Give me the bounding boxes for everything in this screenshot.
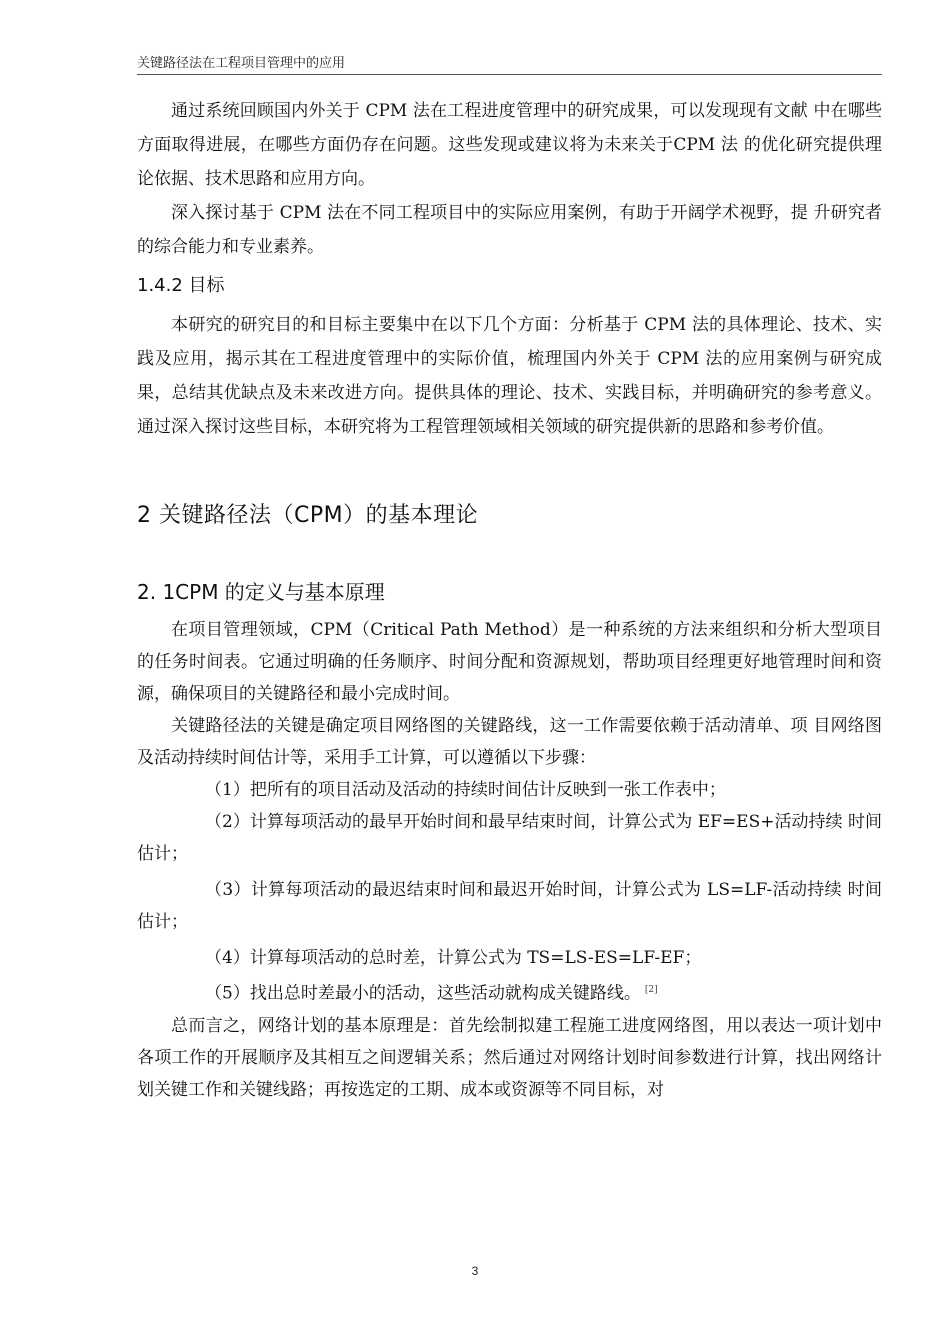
heading-1-4-2: 1.4.2 目标 (137, 275, 225, 296)
step-item-1: （1）把所有的项目活动及活动的持续时间估计反映到一张工作表中； (205, 780, 726, 800)
paragraph-critical-path-steps-intro: 关键路径法的关键是确定项目网络图的关键路线，这一工作需要依赖于活动清单、项 目网络图及活动持续时间估计等，采用手工计算，可以遵循以下步骤： (137, 716, 882, 768)
paragraph-cpm-definition: 在项目管理领域，CPM（Critical Path Method）是一种系统的方法来组织和分析大型项目的任务时间表。它通过明确的任务顺序、时间分配和资源规划，帮助项目经理更好地管理时间和资源，确保项目的关键路径和最小完成时间。 (137, 620, 882, 704)
header-divider (137, 74, 882, 75)
chapter-2-title: 2 关键路径法（CPM）的基本理论 (137, 503, 479, 528)
step-item-3: （3）计算每项活动的最迟结束时间和最迟开始时间，计算公式为 LS=LF-活动持续 时间估计； (137, 880, 882, 932)
section-2-1-title: 2. 1CPM 的定义与基本原理 (137, 580, 385, 604)
paragraph-research-review: 通过系统回顾国内外关于 CPM 法在工程进度管理中的研究成果，可以发现现有文献 中在哪些方面取得进展，在哪些方面仍存在问题。这些发现或建议将为未来关于CPM 法 的优化研究提供理论依据、技术思路和应用方向。 (137, 101, 882, 189)
step-item-4: （4）计算每项活动的总时差，计算公式为 TS=LS-ES=LF-EF； (205, 948, 702, 968)
paragraph-network-plan-principle: 总而言之，网络计划的基本原理是：首先绘制拟建工程施工进度网络图，用以表达一项计划中各项工作的开展顺序及其相互之间逻辑关系；然后通过对网络计划时间参数进行计算，找出网络计划关键工作和关键线路；再按选定的工期、成本或资源等不同目标，对 (137, 1015, 882, 1100)
paragraph-case-study: 深入探讨基于 CPM 法在不同工程项目中的实际应用案例，有助于开阔学术视野，提 升研究者的综合能力和专业素养。 (137, 203, 882, 257)
paragraph-objectives: 本研究的研究目的和目标主要集中在以下几个方面：分析基于 CPM 法的具体理论、技术、实践及应用，揭示其在工程进度管理中的实际价值，梳理国内外关于 CPM 法的应用案例与研究成果，总结其优缺点及未来改进方向。提供具体的理论、技术、实践目标，并明确研究的参考意义。通过深入探讨这些目标，本研究将为工程管理领域相关领域的研究提供新的思路和参考价值。 (137, 315, 882, 437)
running-header-title: 关键路径法在工程项目管理中的应用 (137, 56, 346, 71)
step-item-2: （2）计算每项活动的最早开始时间和最早结束时间，计算公式为 EF=ES+活动持续 时间估计； (137, 812, 882, 864)
step-item-5-text: （5）找出总时差最小的活动，这些活动就构成关键路线。 (205, 983, 641, 1004)
citation-reference[interactable]: [2] (644, 985, 658, 995)
body-content (137, 94, 882, 1106)
step-item-5 (137, 974, 882, 1010)
page-number: 3 (471, 1264, 479, 1278)
